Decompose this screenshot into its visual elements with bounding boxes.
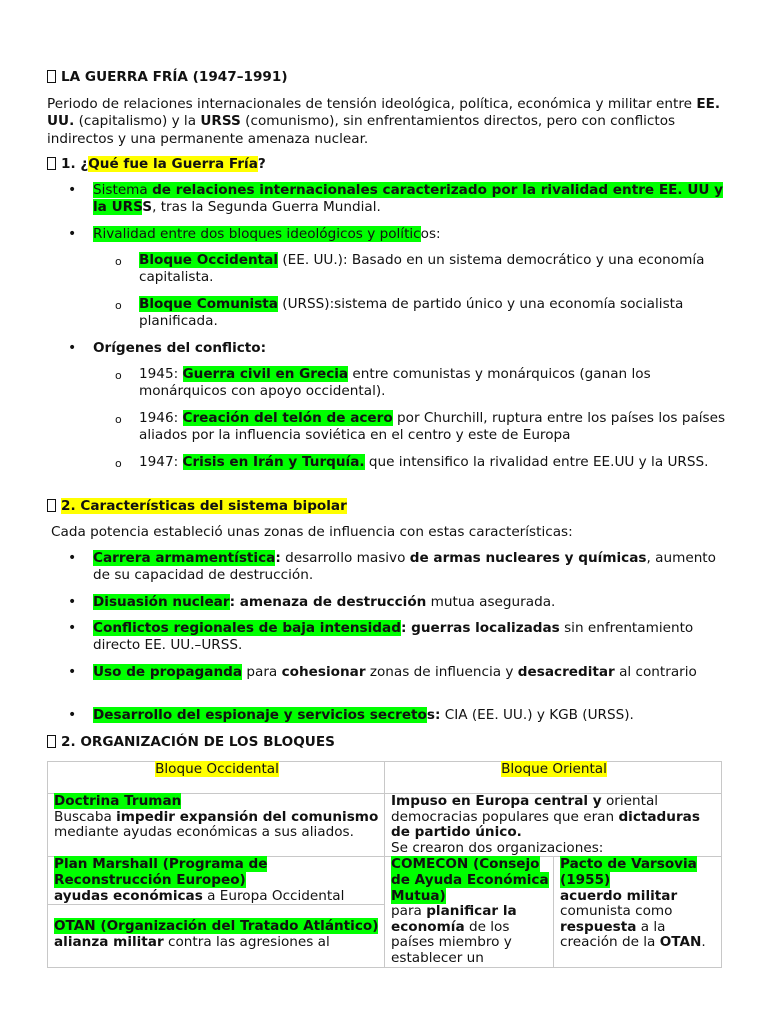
sublist-item: o Bloque Comunista (URSS):sistema de partido único y una economía socialista planificada. — [115, 296, 684, 330]
sublist-item: o 1945: Guerra civil en Grecia entre comunistas y monárquicos (ganan los monárquicos con apoyo occidental). — [115, 366, 651, 400]
sublist-item: o Bloque Occidental (EE. UU.): Basado en un sistema democrático y una economía capitalista. — [115, 252, 705, 286]
circle-bullet-icon: o — [115, 369, 122, 382]
bullet-icon: • — [68, 226, 77, 242]
sublist-item: o 1946: Creación del telón de acero por Churchill, ruptura entre los países los países aliados por la influencia soviética en el centro y este de Europa — [115, 410, 726, 444]
table-header-occidental: Bloque Occidental — [48, 762, 385, 794]
doc-title: LA GUERRA FRÍA (1947–1991) — [47, 69, 737, 86]
cell-doctrina-truman: Doctrina Truman Buscaba impedir expansión del comunismo mediante ayudas económicas a sus aliados. — [48, 794, 385, 857]
missing-glyph-icon — [47, 499, 56, 512]
table-header-oriental: Bloque Oriental — [385, 762, 722, 794]
circle-bullet-icon: o — [115, 299, 122, 312]
missing-glyph-icon — [47, 157, 56, 170]
section-2-intro: Cada potencia estableció unas zonas de influencia con estas características: — [51, 524, 573, 540]
cell-pacto-varsovia: Pacto de Varsovia (1955) acuerdo militar comunista como respuesta a la creación de la OTAN. — [554, 857, 722, 967]
list-item: • Uso de propaganda para cohesionar zonas de influencia y desacreditar al contrario — [68, 664, 697, 680]
circle-bullet-icon: o — [115, 255, 122, 268]
section-3-heading: 2. ORGANIZACIÓN DE LOS BLOQUES — [47, 734, 737, 751]
cell-plan-marshall: Plan Marshall (Programa de Reconstrucción Europeo) ayudas económicas a Europa Occidental — [48, 857, 385, 905]
circle-bullet-icon: o — [115, 457, 122, 470]
list-item: • Conflictos regionales de baja intensidad: guerras localizadas sin enfrentamiento directo EE. UU.–URSS. — [68, 620, 694, 654]
circle-bullet-icon: o — [115, 413, 122, 426]
bullet-icon: • — [68, 182, 77, 198]
bullet-icon: • — [68, 550, 77, 566]
list-item: • Disuasión nuclear: amenaza de destrucción mutua asegurada. — [68, 594, 556, 610]
bullet-icon: • — [68, 707, 77, 723]
list-item: • Sistema de relaciones internacionales caracterizado por la rivalidad entre EE. UU y la URSS, tras la Segunda Guerra Mundial. — [68, 182, 723, 216]
cell-oriental-desc: Impuso en Europa central y oriental democracias populares que eran dictaduras de partido único. Se crearon dos organizaciones: — [385, 794, 722, 857]
cell-otan: OTAN (Organización del Tratado Atlántico) alianza militar contra las agresiones al — [48, 905, 385, 967]
bullet-icon: • — [68, 620, 77, 636]
missing-glyph-icon — [47, 70, 56, 83]
section-2-heading: 2. Características del sistema bipolar — [47, 498, 737, 515]
bullet-icon: • — [68, 340, 77, 356]
list-item: • Desarrollo del espionaje y servicios secretos: CIA (EE. UU.) y KGB (URSS). — [68, 707, 634, 723]
blocks-table — [47, 761, 722, 968]
bullet-icon: • — [68, 594, 77, 610]
section-1-heading: 1. ¿Qué fue la Guerra Fría? — [47, 156, 737, 173]
missing-glyph-icon — [47, 735, 56, 748]
sublist-item: o 1947: Crisis en Irán y Turquía. que intensifico la rivalidad entre EE.UU y la URSS. — [139, 454, 729, 471]
list-item: • Orígenes del conflicto: — [68, 340, 267, 356]
list-item: • Carrera armamentística: desarrollo masivo de armas nucleares y químicas, aumento de su capacidad de destrucción. — [68, 550, 716, 584]
list-item: • Rivalidad entre dos bloques ideológicos y políticos: — [68, 226, 441, 242]
intro-paragraph: Periodo de relaciones internacionales de tensión ideológica, política, económica y militar entre EE. UU. (capitalismo) y la URSS (comunismo), sin enfrentamientos directos, pero con conflictos indirectos y una permanente amenaza nuclear. — [47, 96, 721, 147]
bullet-icon: • — [68, 664, 77, 680]
cell-comecon: COMECON (Consejo de Ayuda Económica Mutua) para planificar la economía de los países miembro y establecer un — [385, 857, 554, 967]
